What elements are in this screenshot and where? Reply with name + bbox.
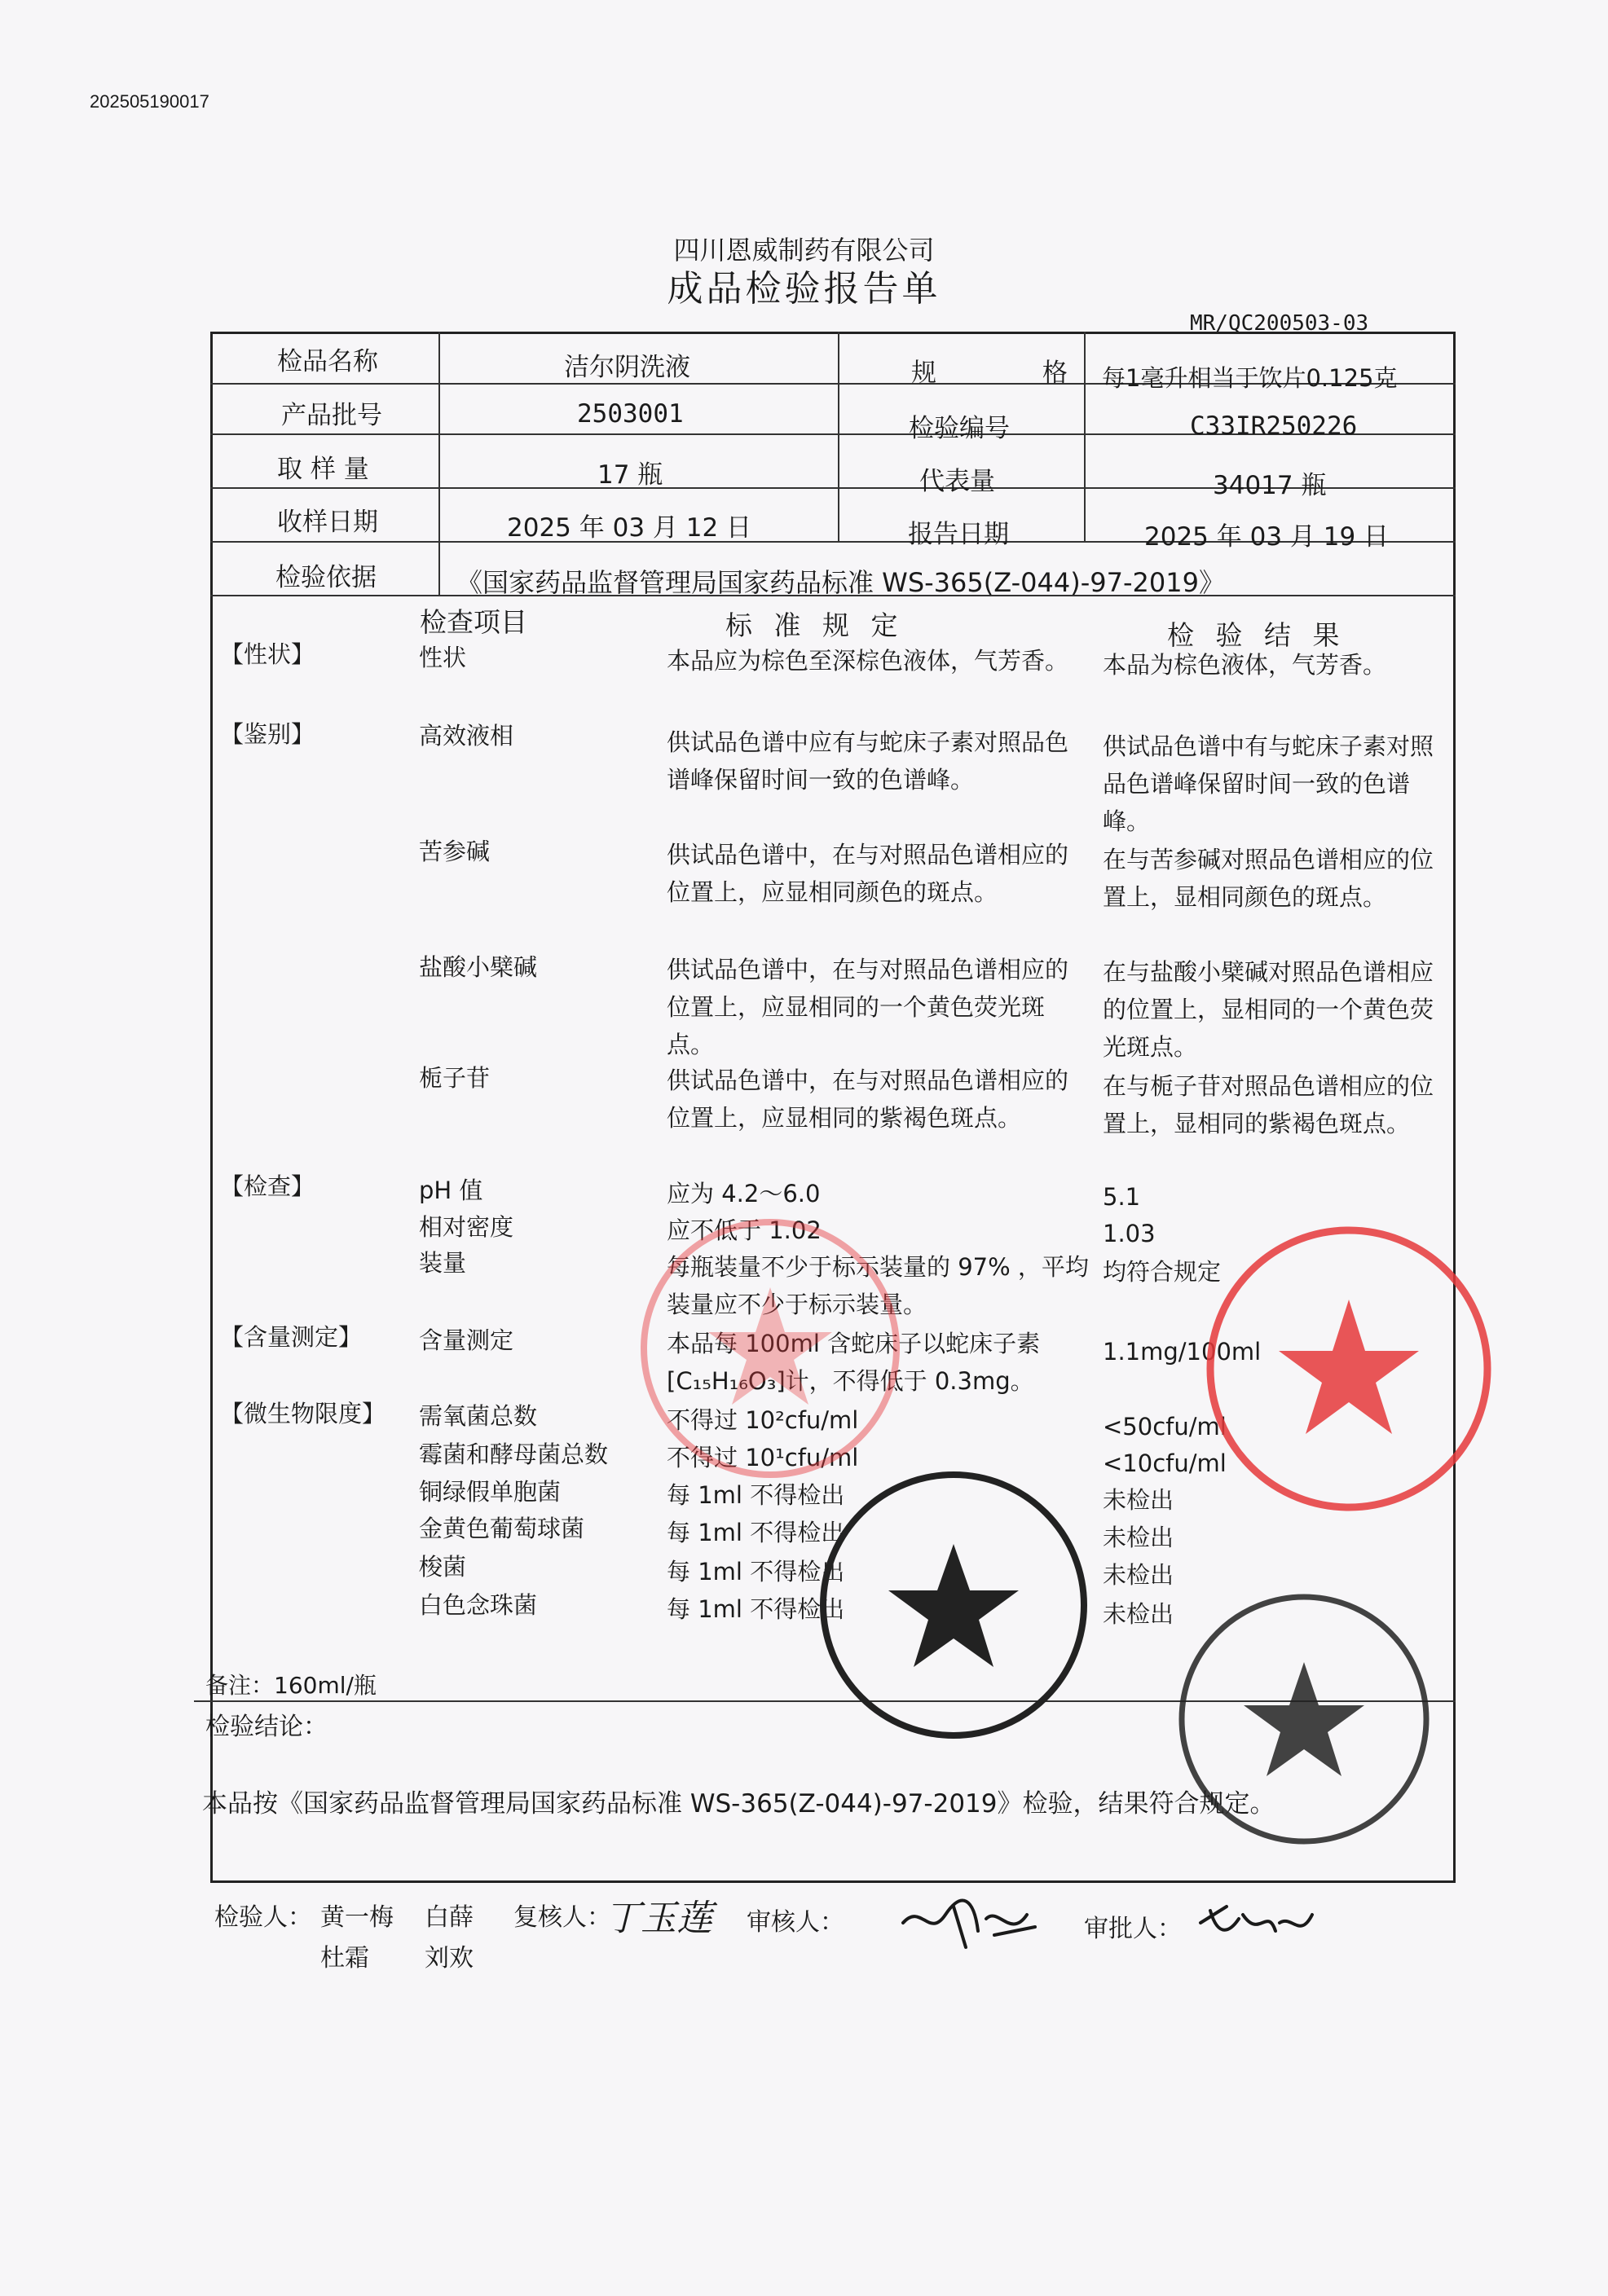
reviewer-signature: 丁玉莲 xyxy=(605,1898,712,1939)
company-name: 四川恩威制药有限公司 xyxy=(673,235,935,266)
table-row-item: 金黄色葡萄球菌 xyxy=(419,1515,585,1542)
batch-number: 2503001 xyxy=(577,399,684,429)
table-row-item: 需氧菌总数 xyxy=(419,1402,538,1430)
report-date-label: 报告日期 xyxy=(908,520,1009,549)
product-name-label: 检品名称 xyxy=(277,347,378,376)
auditor-signature xyxy=(897,1890,1043,1955)
table-row-item: 高效液相 xyxy=(419,722,514,750)
report-title: 成品检验报告单 xyxy=(667,268,941,310)
reviewer-label: 复核人： xyxy=(513,1903,611,1932)
table-row-standard: 每 1ml 不得检出 xyxy=(667,1481,845,1509)
conclusion-label: 检验结论： xyxy=(205,1713,328,1741)
table-row-result: 未检出 xyxy=(1103,1524,1174,1551)
column-head-standard: 标 准 规 定 xyxy=(725,609,905,641)
table-row-item: 梭菌 xyxy=(419,1553,467,1581)
approver-label: 审批人： xyxy=(1084,1915,1182,1943)
table-row-result: 1.03 xyxy=(1103,1220,1156,1247)
remark: 备注：160ml/瓶 xyxy=(205,1672,377,1699)
table-row-result: 未检出 xyxy=(1103,1561,1174,1589)
batch-label: 产品批号 xyxy=(281,401,382,430)
table-row-item: 装量 xyxy=(419,1249,467,1277)
table-row-item: pH 值 xyxy=(419,1177,483,1204)
black-quality-stamp xyxy=(815,1467,1092,1744)
category-appearance: 【性状】 xyxy=(220,640,315,668)
conclusion-text: 本品按《国家药品监督管理局国家药品标准 WS-365(Z-044)-97-2019》检验，结果符合规定。 xyxy=(202,1789,1275,1819)
inspection-no-label: 检验编号 xyxy=(909,414,1010,443)
basis-label: 检验依据 xyxy=(275,563,377,592)
sample-qty-label: 取 样 量 xyxy=(277,455,369,484)
table-row-result: 在与苦参碱对照品色谱相应的位置上，显相同颜色的斑点。 xyxy=(1103,846,1434,911)
column-head-result: 检 验 结 果 xyxy=(1167,619,1346,651)
table-row-standard: 不得过 10²cfu/ml xyxy=(667,1406,859,1434)
inspector-name: 刘欢 xyxy=(425,1944,474,1973)
table-row-item: 相对密度 xyxy=(419,1213,514,1241)
table-row-standard: 每 1ml 不得检出 xyxy=(667,1595,845,1623)
table-row-result: 5.1 xyxy=(1103,1183,1141,1211)
category-identification: 【鉴别】 xyxy=(220,720,315,748)
header-column-divider xyxy=(438,332,440,595)
inspector-name: 黄一梅 xyxy=(320,1903,394,1932)
table-row-item: 白色念珠菌 xyxy=(419,1591,538,1619)
category-inspection: 【检查】 xyxy=(220,1172,315,1200)
table-row-standard: 供试品色谱中，在与对照品色谱相应的位置上，应显相同的紫褐色斑点。 xyxy=(667,1067,1069,1132)
table-row-result: 均符合规定 xyxy=(1103,1258,1222,1286)
receive-date-label: 收样日期 xyxy=(277,508,378,537)
table-row-result: 1.1mg/100ml xyxy=(1103,1338,1262,1366)
table-row-result: 在与栀子苷对照品色谱相应的位置上，显相同的紫褐色斑点。 xyxy=(1103,1072,1434,1137)
table-row-standard: 每 1ml 不得检出 xyxy=(667,1519,845,1546)
table-row-standard: 应不低于 1.02 xyxy=(667,1216,822,1244)
document-id: 202505190017 xyxy=(90,91,209,112)
inspector-label: 检验人： xyxy=(214,1903,312,1932)
table-row-standard: 供试品色谱中，在与对照品色谱相应的位置上，应显相同的一个黄色荧光斑点。 xyxy=(667,956,1069,1058)
table-row-standard: 供试品色谱中应有与蛇床子素对照品色谱峰保留时间一致的色谱峰。 xyxy=(667,728,1069,794)
approver-signature xyxy=(1194,1898,1316,1947)
table-row-item: 含量测定 xyxy=(419,1326,514,1354)
red-stamp-partial xyxy=(636,1214,905,1483)
table-row-result: <10cfu/ml xyxy=(1103,1449,1227,1477)
table-row-item: 苦参碱 xyxy=(419,838,491,865)
product-name: 洁尔阴洗液 xyxy=(564,353,690,382)
sample-qty: 17 瓶 xyxy=(597,460,663,490)
table-row-standard: 本品每 100ml 含蛇床子以蛇床子素[C₁₅H₁₆O₃]计，不得低于 0.3mg。 xyxy=(667,1330,1041,1395)
table-row-item: 性状 xyxy=(419,644,467,671)
rep-qty: 34017 瓶 xyxy=(1213,471,1327,500)
inspection-number: C33IR250226 xyxy=(1190,411,1358,441)
table-row-result: 未检出 xyxy=(1103,1600,1174,1628)
spec-label: 规 格 xyxy=(911,358,1117,388)
table-row-item: 霉菌和酵母菌总数 xyxy=(419,1440,609,1468)
inspector-name: 白薛 xyxy=(425,1903,474,1932)
receive-date: 2025 年 03 月 12 日 xyxy=(507,513,752,543)
black-company-stamp xyxy=(1174,1589,1434,1850)
table-row-result: 未检出 xyxy=(1103,1486,1174,1514)
auditor-label: 审核人： xyxy=(747,1908,844,1937)
category-assay: 【含量测定】 xyxy=(220,1323,363,1351)
inspector-name: 杜霜 xyxy=(320,1944,369,1973)
table-row-standard: 每瓶装量不少于标示装量的 97% ，平均装量应不少于标示装量。 xyxy=(667,1253,1089,1318)
table-row-item: 盐酸小檗碱 xyxy=(419,953,538,981)
category-microbial: 【微生物限度】 xyxy=(220,1400,386,1427)
document-code: MR/QC200503-03 xyxy=(1190,311,1369,336)
table-row-result: 本品为棕色液体，气芳香。 xyxy=(1103,651,1387,679)
column-head-item: 检查项目 xyxy=(420,606,527,638)
table-row-result: 供试品色谱中有与蛇床子素对照品色谱峰保留时间一致的色谱峰。 xyxy=(1103,732,1434,835)
table-row-standard: 本品应为棕色至深棕色液体，气芳香。 xyxy=(667,647,1069,675)
table-row-result: <50cfu/ml xyxy=(1103,1413,1227,1440)
report-date: 2025 年 03 月 19 日 xyxy=(1144,522,1390,552)
table-row-standard: 应为 4.2～6.0 xyxy=(667,1180,821,1207)
basis-value: 《国家药品监督管理局国家药品标准 WS-365(Z-044)-97-2019》 xyxy=(456,567,1225,598)
spec-value: 每1毫升相当于饮片0.125克 xyxy=(1102,364,1398,392)
table-row-standard: 不得过 10¹cfu/ml xyxy=(667,1444,859,1471)
header-column-divider xyxy=(838,332,839,541)
table-row-result: 在与盐酸小檗碱对照品色谱相应的位置上，显相同的一个黄色荧光斑点。 xyxy=(1103,958,1434,1061)
table-row-standard: 供试品色谱中，在与对照品色谱相应的位置上，应显相同颜色的斑点。 xyxy=(667,841,1069,906)
rep-qty-label: 代表量 xyxy=(919,467,995,496)
table-row-standard: 每 1ml 不得检出 xyxy=(667,1558,845,1586)
table-row-item: 栀子苷 xyxy=(419,1064,491,1092)
table-row-item: 铜绿假单胞菌 xyxy=(419,1478,562,1506)
red-quality-stamp xyxy=(1202,1222,1496,1515)
